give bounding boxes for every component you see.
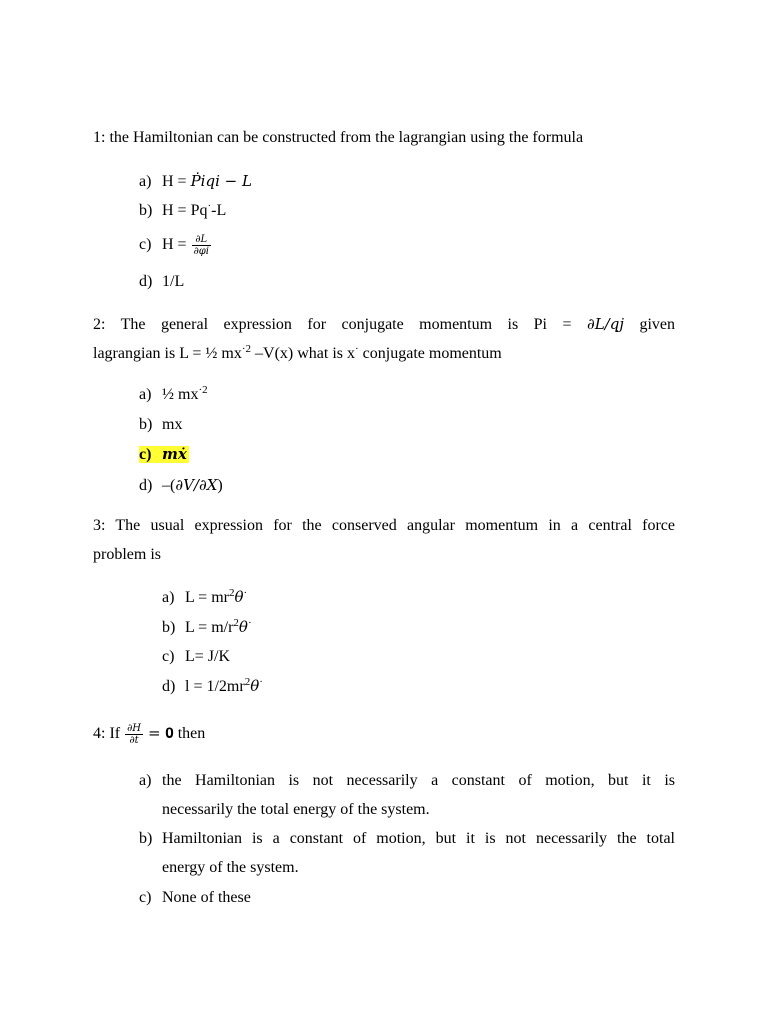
q2-text-a: 2: The general expression for conjugate momentum is Pi =	[93, 316, 572, 333]
q2-option-b	[139, 415, 182, 435]
option-label: d)	[139, 273, 153, 290]
option-prefix: L = mr	[185, 589, 229, 606]
fraction-denominator: ∂φi	[193, 246, 209, 257]
q2-line2-b: –V(x) what is x	[251, 345, 355, 362]
option-label: a)	[139, 173, 152, 190]
question-2-line-1	[93, 314, 675, 335]
question-4-text	[93, 723, 205, 746]
q4-option-a-line-2: necessarily the total energy of the system.	[162, 801, 430, 818]
q2-option-a	[139, 385, 208, 405]
q4-option-c-text: None of these	[162, 889, 251, 906]
option-prefix: l = 1/2mr	[185, 678, 245, 695]
q3-option-c	[162, 647, 230, 667]
option-text: 1/L	[162, 273, 185, 290]
option-math: θ	[238, 618, 248, 636]
fraction-denominator: ∂t	[129, 735, 139, 746]
fraction-numerator: ∂L	[192, 234, 211, 246]
q4-prefix: 4: If	[93, 725, 121, 743]
q1-option-b	[139, 201, 226, 221]
q4-option-b-label: b)	[139, 830, 153, 847]
option-text: mx	[162, 416, 183, 433]
q4-option-c-label: c)	[139, 889, 152, 906]
option-math: θ	[250, 677, 260, 695]
q4-option-b-line-2: energy of the system.	[162, 859, 299, 876]
option-prefix: L = m/r	[185, 619, 234, 636]
q2-math: ∂L/qj	[586, 315, 624, 333]
option-label: b)	[162, 619, 176, 636]
option-math: ∂V/∂X	[175, 476, 218, 494]
option-prefix: H =	[162, 236, 191, 254]
option-math: Ṗiqi − L	[190, 172, 252, 190]
option-sup: ·	[207, 200, 212, 212]
q2-line2-sup2: ·	[355, 343, 359, 355]
option-suffix: )	[217, 477, 223, 494]
q1-option-d	[139, 272, 184, 292]
q2-option-d	[139, 475, 223, 496]
option-label: b)	[139, 416, 153, 433]
option-math: θ	[234, 588, 244, 606]
q2-option-c-highlighted	[139, 444, 189, 465]
option-sup: ·2	[198, 384, 208, 396]
q4-option-a-line-1: the Hamiltonian is not necessarily a constant of motion, but it is	[162, 772, 675, 789]
option-label: a)	[139, 386, 152, 403]
q3-option-d	[162, 676, 263, 697]
q2-line2-sup: ·2	[241, 343, 252, 355]
option-prefix: H =	[162, 173, 191, 190]
q3-option-a	[162, 587, 247, 608]
q1-option-c	[139, 234, 212, 257]
option-dot: ·	[259, 676, 263, 688]
partial-fraction	[192, 234, 211, 257]
q2-text-b: given	[639, 316, 676, 333]
question-3-line-1: 3: The usual expression for the conserved angular momentum in a central force	[93, 517, 675, 534]
fraction-numerator: ∂H	[127, 723, 142, 734]
question-1-text: 1: the Hamiltonian can be constructed from the lagrangian using the formula	[93, 129, 584, 146]
q2-line2-c: conjugate momentum	[358, 345, 502, 362]
q4-suffix: then	[177, 725, 206, 743]
option-label: c)	[162, 648, 175, 665]
question-2-line-2	[93, 344, 502, 364]
option-prefix: –(	[162, 477, 176, 494]
option-text: L= J/K	[185, 648, 231, 665]
q4-option-b-line-1: Hamiltonian is a constant of motion, but it is not necessarily the total	[162, 830, 675, 847]
option-label: a)	[162, 589, 175, 606]
q4-option-a-label: a)	[139, 772, 152, 789]
option-sup: 2	[233, 617, 239, 629]
question-3-line-2: problem is	[93, 546, 161, 563]
option-text: ½ mx	[162, 386, 199, 403]
option-sup: 2	[228, 587, 235, 599]
q3-option-b	[162, 617, 252, 638]
partial-fraction	[125, 723, 143, 746]
highlighted-answer	[139, 446, 189, 463]
option-dot: ·	[247, 617, 252, 629]
option-text: mẋ	[162, 445, 187, 463]
option-label: c)	[139, 446, 152, 463]
option-sup: 2	[244, 676, 251, 688]
option-prefix: H = Pq	[162, 202, 208, 219]
option-label: c)	[139, 236, 152, 254]
q1-option-a	[139, 171, 252, 192]
option-label: b)	[139, 202, 153, 219]
q2-line2-a: lagrangian is L = ½ mx	[93, 345, 242, 362]
option-suffix: -L	[211, 202, 227, 219]
option-label: d)	[162, 678, 176, 695]
option-dot: ·	[243, 587, 248, 599]
q4-equals: = 𝟎	[148, 724, 174, 743]
option-label: d)	[139, 477, 153, 494]
